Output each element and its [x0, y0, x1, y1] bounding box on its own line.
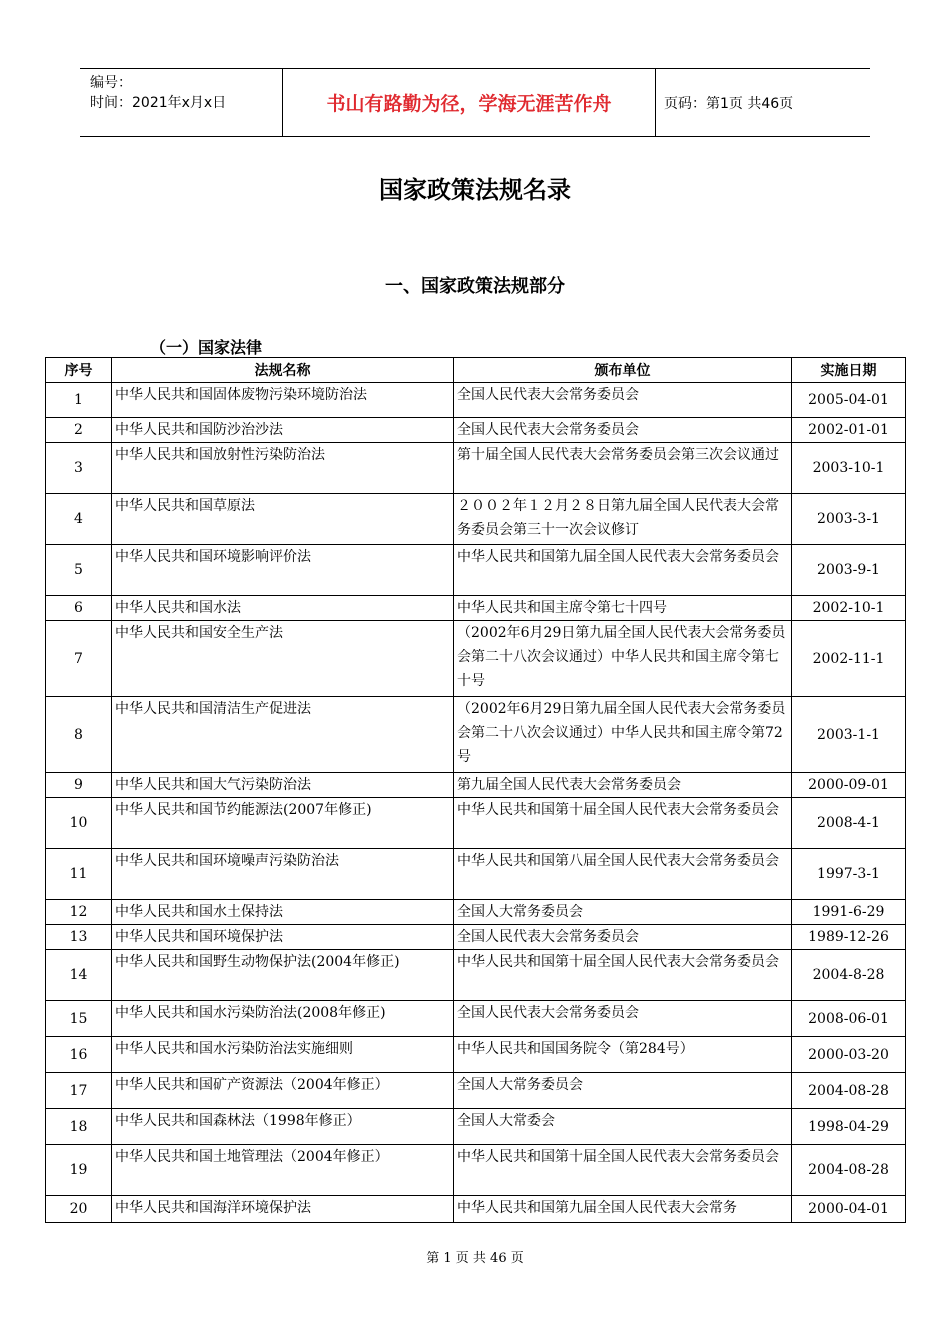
table-row — [46, 1196, 906, 1223]
issuer: 第九届全国人民代表大会常务委员会 — [454, 773, 792, 798]
table-header-row — [46, 358, 906, 383]
table-row — [46, 849, 906, 900]
law-name: 中华人民共和国环境保护法 — [112, 925, 454, 950]
row-number: 20 — [46, 1196, 112, 1223]
section-title: 一、国家政策法规部分 — [385, 276, 565, 297]
row-number: 3 — [46, 443, 112, 494]
table-row — [46, 1145, 906, 1196]
effective-date: 2008-06-01 — [792, 1001, 906, 1037]
table-row — [46, 950, 906, 1001]
page-header — [80, 68, 870, 137]
table-row — [46, 1037, 906, 1073]
table-body — [46, 383, 906, 1223]
law-name: 中华人民共和国清洁生产促进法 — [112, 697, 454, 773]
laws-table — [45, 357, 906, 1223]
issuer: 中华人民共和国第九届全国人民代表大会常务 — [454, 1196, 792, 1223]
issuer: 全国人民代表大会常务委员会 — [454, 383, 792, 418]
document-title: 国家政策法规名录 — [379, 176, 571, 204]
effective-date: 1997-3-1 — [792, 849, 906, 900]
row-number: 5 — [46, 545, 112, 596]
row-number: 17 — [46, 1073, 112, 1109]
issuer: 中华人民共和国第九届全国人民代表大会常务委员会 — [454, 545, 792, 596]
header-motto: 书山有路勤为径，学海无涯苦作舟 — [282, 69, 656, 136]
row-number: 7 — [46, 621, 112, 697]
effective-date: 2004-08-28 — [792, 1073, 906, 1109]
table-row — [46, 798, 906, 849]
issuer: 中华人民共和国第十届全国人民代表大会常务委员会 — [454, 1145, 792, 1196]
effective-date: 2004-8-28 — [792, 950, 906, 1001]
law-name: 中华人民共和国放射性污染防治法 — [112, 443, 454, 494]
table-row — [46, 773, 906, 798]
issuer: 第十届全国人民代表大会常务委员会第三次会议通过 — [454, 443, 792, 494]
row-number: 19 — [46, 1145, 112, 1196]
issuer: 全国人民代表大会常务委员会 — [454, 925, 792, 950]
effective-date: 2002-10-1 — [792, 596, 906, 621]
row-number: 15 — [46, 1001, 112, 1037]
header-date: 实施日期 — [792, 358, 906, 383]
row-number: 18 — [46, 1109, 112, 1145]
row-number: 10 — [46, 798, 112, 849]
law-name: 中华人民共和国安全生产法 — [112, 621, 454, 697]
table-row — [46, 900, 906, 925]
effective-date: 2000-03-20 — [792, 1037, 906, 1073]
header-name: 法规名称 — [112, 358, 454, 383]
table-row — [46, 443, 906, 494]
effective-date: 2003-10-1 — [792, 443, 906, 494]
law-name: 中华人民共和国节约能源法(2007年修正) — [112, 798, 454, 849]
row-number: 8 — [46, 697, 112, 773]
table-row — [46, 697, 906, 773]
issuer: 中华人民共和国第十届全国人民代表大会常务委员会 — [454, 798, 792, 849]
issuer: 全国人大常委会 — [454, 1109, 792, 1145]
issuer: 全国人民代表大会常务委员会 — [454, 1001, 792, 1037]
row-number: 6 — [46, 596, 112, 621]
row-number: 14 — [46, 950, 112, 1001]
effective-date: 2000-09-01 — [792, 773, 906, 798]
row-number: 11 — [46, 849, 112, 900]
issuer: 中华人民共和国第十届全国人民代表大会常务委员会 — [454, 950, 792, 1001]
issuer: 全国人大常务委员会 — [454, 900, 792, 925]
table-row — [46, 925, 906, 950]
row-number: 4 — [46, 494, 112, 545]
header-no: 序号 — [46, 358, 112, 383]
law-name: 中华人民共和国防沙治沙法 — [112, 418, 454, 443]
row-number: 13 — [46, 925, 112, 950]
effective-date: 2002-11-1 — [792, 621, 906, 697]
effective-date: 2008-4-1 — [792, 798, 906, 849]
row-number: 1 — [46, 383, 112, 418]
law-name: 中华人民共和国矿产资源法（2004年修正） — [112, 1073, 454, 1109]
issuer: 中华人民共和国主席令第七十四号 — [454, 596, 792, 621]
law-name: 中华人民共和国环境噪声污染防治法 — [112, 849, 454, 900]
effective-date: 1991-6-29 — [792, 900, 906, 925]
law-name: 中华人民共和国水污染防治法(2008年修正) — [112, 1001, 454, 1037]
table-row — [46, 1001, 906, 1037]
header-meta — [90, 73, 226, 113]
table-row — [46, 383, 906, 418]
subsection-title: （一）国家法律 — [150, 338, 263, 357]
table-row — [46, 596, 906, 621]
law-name: 中华人民共和国水土保持法 — [112, 900, 454, 925]
time-label: 时间：2021年x月x日 — [90, 95, 227, 111]
issuer: （2002年6月29日第九届全国人民代表大会常务委员会第二十八次会议通过）中华人民共和国主席令第72号 — [454, 697, 792, 773]
table-row — [46, 494, 906, 545]
issuer: 全国人大常务委员会 — [454, 1073, 792, 1109]
law-name: 中华人民共和国土地管理法（2004年修正） — [112, 1145, 454, 1196]
law-name: 中华人民共和国野生动物保护法(2004年修正) — [112, 950, 454, 1001]
issuer: （2002年6月29日第九届全国人民代表大会常务委员会第二十八次会议通过）中华人民共和国主席令第七十号 — [454, 621, 792, 697]
header-page-info: 页码：第1页 共46页 — [664, 96, 794, 112]
effective-date: 2003-3-1 — [792, 494, 906, 545]
row-number: 9 — [46, 773, 112, 798]
table-row — [46, 418, 906, 443]
code-label: 编号： — [90, 75, 132, 91]
effective-date: 1998-04-29 — [792, 1109, 906, 1145]
law-name: 中华人民共和国森林法（1998年修正） — [112, 1109, 454, 1145]
effective-date: 2003-9-1 — [792, 545, 906, 596]
table-row — [46, 1073, 906, 1109]
table-row — [46, 1109, 906, 1145]
issuer: 中华人民共和国国务院令（第284号） — [454, 1037, 792, 1073]
law-name: 中华人民共和国环境影响评价法 — [112, 545, 454, 596]
effective-date: 2005-04-01 — [792, 383, 906, 418]
row-number: 2 — [46, 418, 112, 443]
issuer: 中华人民共和国第八届全国人民代表大会常务委员会 — [454, 849, 792, 900]
effective-date: 2002-01-01 — [792, 418, 906, 443]
law-name: 中华人民共和国水污染防治法实施细则 — [112, 1037, 454, 1073]
effective-date: 2000-04-01 — [792, 1196, 906, 1223]
table-row — [46, 545, 906, 596]
table-row — [46, 621, 906, 697]
effective-date: 1989-12-26 — [792, 925, 906, 950]
issuer: ２００２年１２月２８日第九届全国人民代表大会常务委员会第三十一次会议修订 — [454, 494, 792, 545]
effective-date: 2004-08-28 — [792, 1145, 906, 1196]
law-name: 中华人民共和国草原法 — [112, 494, 454, 545]
law-name: 中华人民共和国大气污染防治法 — [112, 773, 454, 798]
law-name: 中华人民共和国水法 — [112, 596, 454, 621]
header-issuer: 颁布单位 — [454, 358, 792, 383]
row-number: 16 — [46, 1037, 112, 1073]
effective-date: 2003-1-1 — [792, 697, 906, 773]
row-number: 12 — [46, 900, 112, 925]
law-name: 中华人民共和国固体废物污染环境防治法 — [112, 383, 454, 418]
issuer: 全国人民代表大会常务委员会 — [454, 418, 792, 443]
page-footer: 第 1 页 共 46 页 — [426, 1251, 524, 1266]
law-name: 中华人民共和国海洋环境保护法 — [112, 1196, 454, 1223]
